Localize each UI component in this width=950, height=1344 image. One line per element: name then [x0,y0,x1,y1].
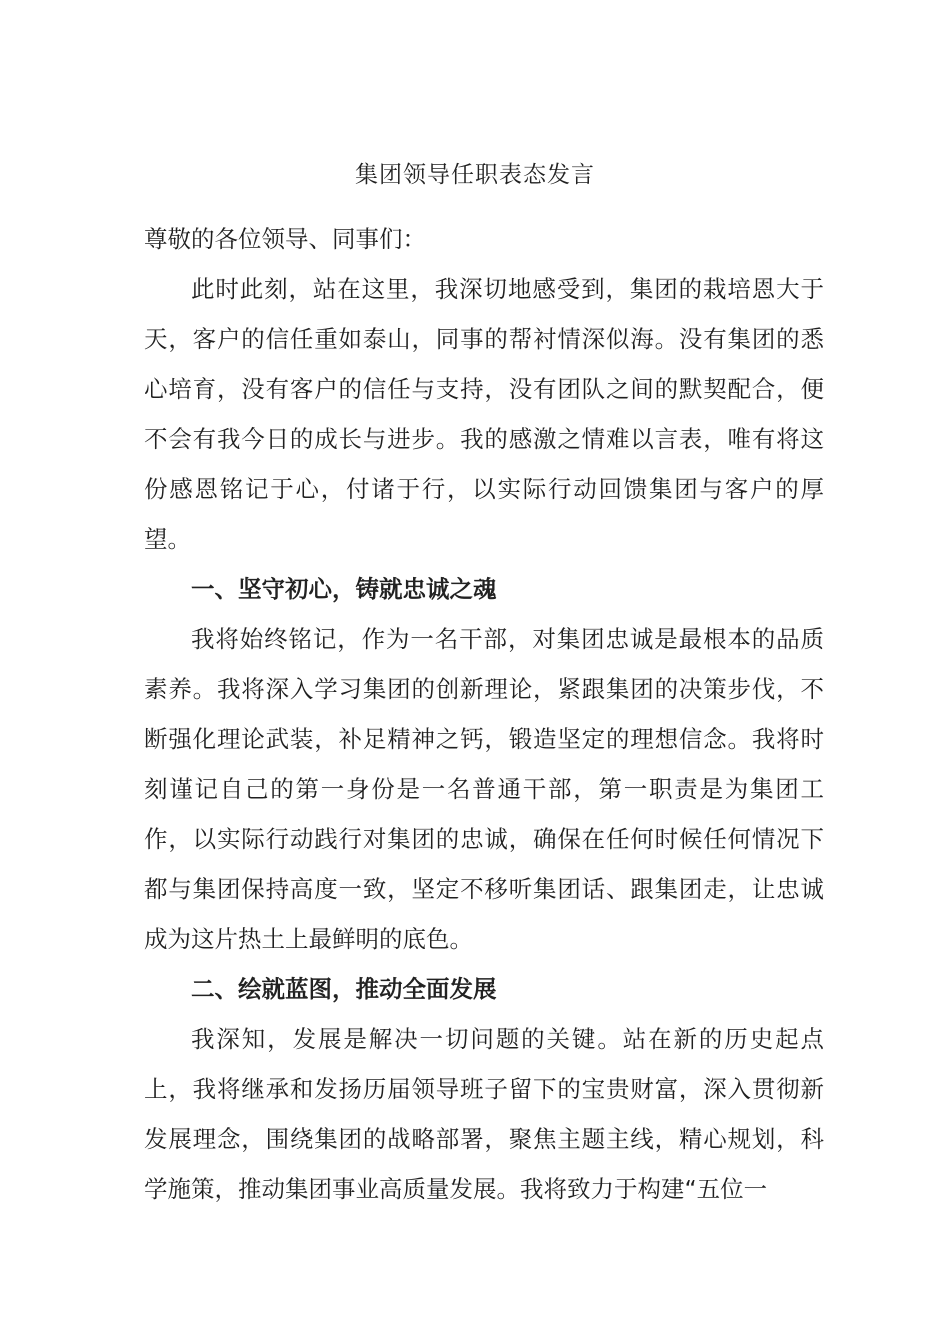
section-heading-1: 一、坚守初心，铸就忠诚之魂 [191,575,497,603]
document-title: 集团领导任职表态发言 [355,162,595,188]
section-2-paragraph: 我深知，发展是解决一切问题的关键。站在新的历史起点上，我将继承和发扬历届领导班子留下的宝贵财富，深入贯彻新发展理念，围绕集团的战略部署，聚焦主题主线，精心规划，科学施策，推动集团事业高质量发展。我将致力于构建“五位一 [144,1025,824,1203]
salutation: 尊敬的各位领导、同事们： [144,225,426,253]
document-body [144,214,824,1214]
section-1-paragraph: 我将始终铭记，作为一名干部，对集团忠诚是最根本的品质素养。我将深入学习集团的创新理论，紧跟集团的决策步伐，不断强化理论武装，补足精神之钙，锻造坚定的理想信念。我将时刻谨记自己的第一身份是一名普通干部，第一职责是为集团工作，以实际行动践行对集团的忠诚，确保在任何时候任何情况下都与集团保持高度一致，坚定不移听集团话、跟集团走，让忠诚成为这片热土上最鲜明的底色。 [144,625,824,953]
section-heading-2: 二、绘就蓝图，推动全面发展 [191,975,497,1003]
intro-paragraph: 此时此刻，站在这里，我深切地感受到，集团的栽培恩大于天，客户的信任重如泰山，同事的帮衬情深似海。没有集团的悉心培育，没有客户的信任与支持，没有团队之间的默契配合，便不会有我今日的成长与进步。我的感激之情难以言表，唯有将这份感恩铭记于心，付诸于行，以实际行动回馈集团与客户的厚望。 [144,275,824,553]
